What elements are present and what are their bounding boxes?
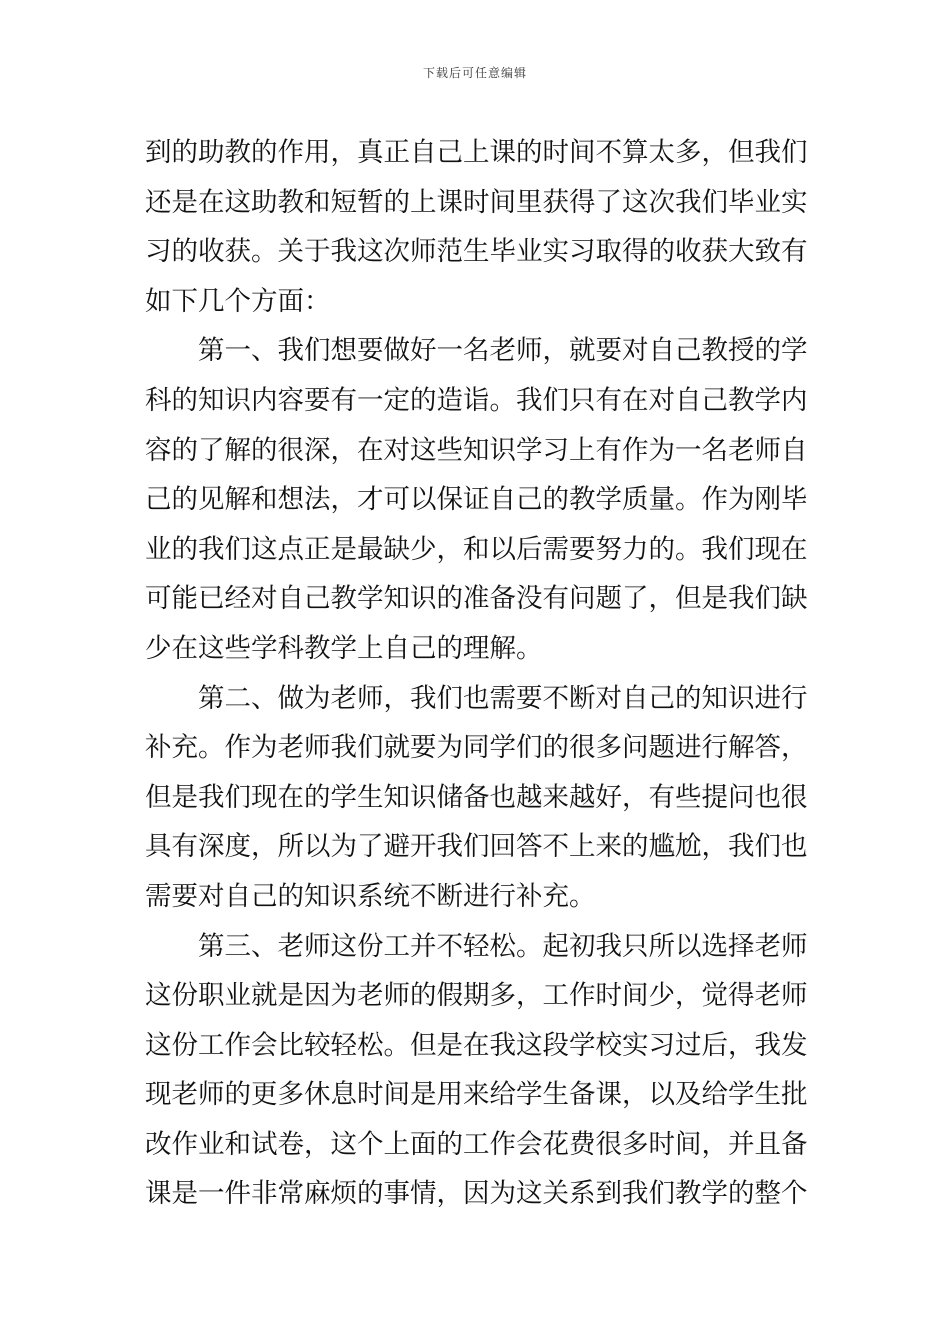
text-line: 改作业和试卷，这个上面的工作会花费很多时间，并且备 <box>145 1128 807 1160</box>
text-line: 这份职业就是因为老师的假期多，工作时间少，觉得老师 <box>145 980 807 1012</box>
text-line: 但是我们现在的学生知识储备也越来越好，有些提问也很 <box>145 781 807 813</box>
text-line: 少在这些学科教学上自己的理解。 <box>145 632 543 664</box>
text-line: 补充。作为老师我们就要为同学们的很多问题进行解答， <box>145 732 807 764</box>
text-line: 具有深度，所以为了避开我们回答不上来的尴尬，我们也 <box>145 831 807 863</box>
text-line: 需要对自己的知识系统不断进行补充。 <box>145 880 596 912</box>
text-line: 业的我们这点正是最缺少，和以后需要努力的。我们现在 <box>145 533 807 565</box>
text-line: 习的收获。关于我这次师范生毕业实习取得的收获大致有 <box>145 236 807 268</box>
text-line: 第二、做为老师，我们也需要不断对自己的知识进行 <box>145 682 807 714</box>
text-line: 课是一件非常麻烦的事情，因为这关系到我们教学的整个 <box>145 1178 807 1210</box>
text-line: 容的了解的很深，在对这些知识学习上有作为一名老师自 <box>145 434 807 466</box>
text-line: 如下几个方面： <box>145 285 331 317</box>
text-line: 这份工作会比较轻松。但是在我这段学校实习过后，我发 <box>145 1029 807 1061</box>
text-line: 己的见解和想法，才可以保证自己的教学质量。作为刚毕 <box>145 484 807 516</box>
document-body <box>145 128 807 1219</box>
text-line: 还是在这助教和短暂的上课时间里获得了这次我们毕业实 <box>145 186 807 218</box>
page-header-note: 下载后可任意编辑 <box>422 66 527 80</box>
text-line: 可能已经对自己教学知识的准备没有问题了，但是我们缺 <box>145 583 807 615</box>
text-line: 现老师的更多休息时间是用来给学生备课，以及给学生批 <box>145 1079 807 1111</box>
text-line: 科的知识内容要有一定的造诣。我们只有在对自己教学内 <box>145 384 807 416</box>
text-line: 到的助教的作用，真正自己上课的时间不算太多，但我们 <box>145 137 807 168</box>
text-line: 第三、老师这份工并不轻松。起初我只所以选择老师 <box>145 930 807 962</box>
text-line: 第一、我们想要做好一名老师，就要对自己教授的学 <box>145 335 807 367</box>
